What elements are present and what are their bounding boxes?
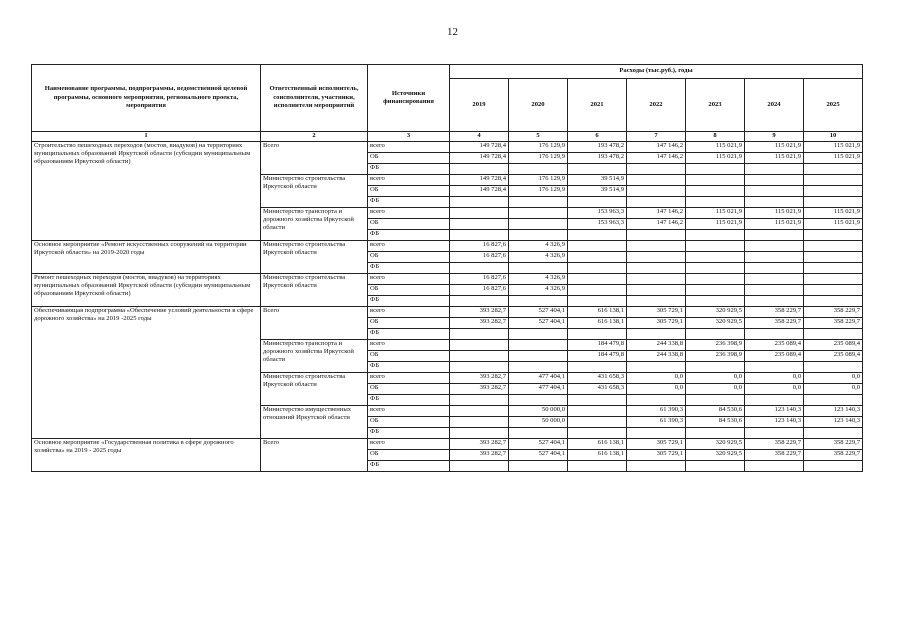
expense-value bbox=[686, 186, 745, 197]
expense-value: 193 478,2 bbox=[568, 142, 627, 153]
funding-source: ФБ bbox=[368, 428, 450, 439]
expense-value bbox=[568, 406, 627, 417]
header-column-number: 3 bbox=[368, 132, 450, 142]
expense-value bbox=[450, 417, 509, 428]
expense-value: 527 404,1 bbox=[509, 439, 568, 450]
funding-source: всего bbox=[368, 241, 450, 252]
header-column-number: 4 bbox=[450, 132, 509, 142]
expense-value: 4 326,9 bbox=[509, 285, 568, 296]
expense-value bbox=[804, 230, 863, 241]
expense-value: 176 129,9 bbox=[509, 186, 568, 197]
expense-value: 616 138,1 bbox=[568, 450, 627, 461]
expense-value bbox=[627, 362, 686, 373]
expense-value bbox=[627, 329, 686, 340]
funding-source: всего bbox=[368, 274, 450, 285]
expense-value: 149 728,4 bbox=[450, 175, 509, 186]
expense-value: 393 282,7 bbox=[450, 384, 509, 395]
measure-name: Строительство пешеходных переходов (мостов, виадуков) на территориях муниципальных образований Иркутской области (субсидии муниципальным образованиям Иркутской области) bbox=[32, 142, 261, 241]
expense-value bbox=[686, 296, 745, 307]
expense-value: 147 146,2 bbox=[627, 142, 686, 153]
funding-source: ФБ bbox=[368, 362, 450, 373]
expense-value bbox=[450, 351, 509, 362]
expense-value bbox=[450, 428, 509, 439]
measure-name: Обеспечивающая подпрограмма «Обеспечение условий деятельности в сфере дорожного хозяйства» на 2019 -2025 годы bbox=[32, 307, 261, 439]
funding-source: всего bbox=[368, 373, 450, 384]
expense-value bbox=[568, 197, 627, 208]
expense-value: 115 021,9 bbox=[804, 142, 863, 153]
expense-value: 115 021,9 bbox=[804, 208, 863, 219]
expense-value: 244 338,8 bbox=[627, 351, 686, 362]
funding-source: ОБ bbox=[368, 318, 450, 329]
header-column-number: 1 bbox=[32, 132, 261, 142]
header-year: 2019 bbox=[450, 79, 509, 132]
expense-value bbox=[686, 395, 745, 406]
measure-name: Основное мероприятие «Государственная политика в сфере дорожного хозяйства» на 2019 - 2025 годы bbox=[32, 439, 261, 472]
expense-value: 320 929,5 bbox=[686, 450, 745, 461]
responsible-executor: Министерство строительства Иркутской области bbox=[261, 241, 368, 274]
expense-value: 244 338,8 bbox=[627, 340, 686, 351]
expense-value: 616 138,1 bbox=[568, 307, 627, 318]
funding-source: ФБ bbox=[368, 461, 450, 472]
expense-value: 39 514,9 bbox=[568, 175, 627, 186]
expense-value bbox=[686, 175, 745, 186]
expense-value: 115 021,9 bbox=[686, 208, 745, 219]
expense-value bbox=[509, 230, 568, 241]
expense-value: 147 146,2 bbox=[627, 219, 686, 230]
expense-value bbox=[804, 428, 863, 439]
funding-source: всего bbox=[368, 142, 450, 153]
expense-value: 176 129,9 bbox=[509, 142, 568, 153]
expense-value: 320 929,5 bbox=[686, 439, 745, 450]
expense-value bbox=[745, 285, 804, 296]
expense-value bbox=[745, 186, 804, 197]
expense-value: 123 140,3 bbox=[745, 406, 804, 417]
expense-value: 358 229,7 bbox=[745, 439, 804, 450]
expense-value bbox=[450, 263, 509, 274]
header-year: 2023 bbox=[686, 79, 745, 132]
expense-value: 123 140,3 bbox=[804, 417, 863, 428]
expense-value bbox=[509, 428, 568, 439]
expense-value: 147 146,2 bbox=[627, 208, 686, 219]
expense-value bbox=[804, 395, 863, 406]
expense-value bbox=[745, 252, 804, 263]
expense-value bbox=[804, 274, 863, 285]
expense-value: 393 282,7 bbox=[450, 373, 509, 384]
expense-value: 236 398,9 bbox=[686, 340, 745, 351]
expense-value: 123 140,3 bbox=[804, 406, 863, 417]
expense-value: 184 479,8 bbox=[568, 351, 627, 362]
expense-value bbox=[686, 241, 745, 252]
expense-value bbox=[509, 219, 568, 230]
expense-value: 0,0 bbox=[804, 373, 863, 384]
funding-source: ФБ bbox=[368, 197, 450, 208]
expense-value bbox=[509, 340, 568, 351]
expense-value: 235 089,4 bbox=[804, 351, 863, 362]
funding-source: ФБ bbox=[368, 329, 450, 340]
expense-value bbox=[627, 197, 686, 208]
expense-value bbox=[450, 197, 509, 208]
funding-source: ФБ bbox=[368, 164, 450, 175]
expense-value bbox=[686, 263, 745, 274]
responsible-executor: Министерство строительства Иркутской области bbox=[261, 373, 368, 406]
expense-value bbox=[568, 274, 627, 285]
funding-source: ОБ bbox=[368, 153, 450, 164]
expense-value bbox=[804, 241, 863, 252]
funding-source: всего bbox=[368, 439, 450, 450]
expense-value: 393 282,7 bbox=[450, 450, 509, 461]
expense-value: 123 140,3 bbox=[745, 417, 804, 428]
expense-value bbox=[686, 197, 745, 208]
expense-value: 149 728,4 bbox=[450, 186, 509, 197]
expense-value: 50 000,0 bbox=[509, 406, 568, 417]
header-column-number: 5 bbox=[509, 132, 568, 142]
expense-value: 393 282,7 bbox=[450, 318, 509, 329]
expense-value: 358 229,7 bbox=[804, 439, 863, 450]
expense-value bbox=[745, 428, 804, 439]
expense-value bbox=[568, 362, 627, 373]
expense-value: 477 404,1 bbox=[509, 384, 568, 395]
expense-value bbox=[804, 186, 863, 197]
expense-value bbox=[627, 186, 686, 197]
expense-value bbox=[509, 263, 568, 274]
expense-value: 39 514,9 bbox=[568, 186, 627, 197]
expense-value bbox=[450, 406, 509, 417]
expense-value bbox=[568, 461, 627, 472]
expense-value bbox=[509, 461, 568, 472]
expense-value bbox=[627, 175, 686, 186]
expense-value: 176 129,9 bbox=[509, 175, 568, 186]
expense-value: 0,0 bbox=[686, 373, 745, 384]
expense-value: 16 827,6 bbox=[450, 241, 509, 252]
expense-value bbox=[627, 296, 686, 307]
expense-value: 184 479,8 bbox=[568, 340, 627, 351]
expense-value: 115 021,9 bbox=[804, 219, 863, 230]
table-row bbox=[32, 307, 863, 318]
expense-value bbox=[745, 296, 804, 307]
expense-value: 358 229,7 bbox=[804, 318, 863, 329]
expense-value: 50 000,0 bbox=[509, 417, 568, 428]
expense-value bbox=[745, 329, 804, 340]
expense-value bbox=[686, 461, 745, 472]
expense-value: 358 229,7 bbox=[745, 318, 804, 329]
expense-value: 235 089,4 bbox=[745, 340, 804, 351]
expense-value: 176 129,9 bbox=[509, 153, 568, 164]
expense-value: 4 326,9 bbox=[509, 274, 568, 285]
expense-value: 115 021,9 bbox=[804, 153, 863, 164]
expense-value bbox=[627, 241, 686, 252]
expense-value bbox=[568, 417, 627, 428]
expense-value bbox=[509, 351, 568, 362]
expense-value: 4 326,9 bbox=[509, 241, 568, 252]
expense-value bbox=[804, 164, 863, 175]
expense-value: 616 138,1 bbox=[568, 318, 627, 329]
expense-value: 358 229,7 bbox=[804, 450, 863, 461]
expense-value: 393 282,7 bbox=[450, 439, 509, 450]
measure-name: Основное мероприятие «Ремонт искусственных сооружений на территории Иркутской области» на 2019-2020 годы bbox=[32, 241, 261, 274]
expense-value: 477 404,1 bbox=[509, 373, 568, 384]
table-row bbox=[32, 241, 863, 252]
funding-source: ФБ bbox=[368, 263, 450, 274]
table-row bbox=[32, 274, 863, 285]
expense-value: 0,0 bbox=[627, 384, 686, 395]
expense-value bbox=[450, 208, 509, 219]
header-expenses: Расходы (тыс.руб.), годы bbox=[450, 65, 863, 79]
expense-value bbox=[509, 197, 568, 208]
expense-value: 235 089,4 bbox=[804, 340, 863, 351]
expense-value bbox=[804, 362, 863, 373]
header-column-number: 7 bbox=[627, 132, 686, 142]
expense-value: 393 282,7 bbox=[450, 307, 509, 318]
expense-value: 115 021,9 bbox=[745, 142, 804, 153]
expense-value: 527 404,1 bbox=[509, 318, 568, 329]
expense-value bbox=[686, 362, 745, 373]
expense-value bbox=[450, 329, 509, 340]
funding-source: всего bbox=[368, 406, 450, 417]
expense-value bbox=[745, 263, 804, 274]
expense-value bbox=[627, 274, 686, 285]
expense-value bbox=[627, 263, 686, 274]
responsible-executor: Всего bbox=[261, 307, 368, 340]
header-year: 2021 bbox=[568, 79, 627, 132]
expense-value: 305 729,1 bbox=[627, 450, 686, 461]
expense-value bbox=[568, 285, 627, 296]
expense-value: 115 021,9 bbox=[745, 208, 804, 219]
expense-value bbox=[450, 296, 509, 307]
expense-value: 115 021,9 bbox=[745, 219, 804, 230]
expense-value bbox=[509, 329, 568, 340]
expense-value: 0,0 bbox=[627, 373, 686, 384]
expense-value: 0,0 bbox=[804, 384, 863, 395]
table-row bbox=[32, 142, 863, 153]
expense-value: 431 658,3 bbox=[568, 384, 627, 395]
header-column-number: 8 bbox=[686, 132, 745, 142]
expense-value: 84 530,6 bbox=[686, 406, 745, 417]
expense-value bbox=[450, 230, 509, 241]
expense-value: 115 021,9 bbox=[686, 142, 745, 153]
expense-value bbox=[804, 329, 863, 340]
expense-value bbox=[450, 164, 509, 175]
expense-value bbox=[568, 395, 627, 406]
expense-value bbox=[568, 263, 627, 274]
expense-value bbox=[568, 428, 627, 439]
funding-source: всего bbox=[368, 307, 450, 318]
expense-value bbox=[745, 241, 804, 252]
expense-value bbox=[568, 241, 627, 252]
header-column-number: 9 bbox=[745, 132, 804, 142]
expense-value: 358 229,7 bbox=[745, 450, 804, 461]
funding-source: всего bbox=[368, 175, 450, 186]
expense-value bbox=[804, 461, 863, 472]
expense-value: 115 021,9 bbox=[686, 153, 745, 164]
expense-value bbox=[568, 164, 627, 175]
expense-value: 0,0 bbox=[745, 384, 804, 395]
page-number: 12 bbox=[447, 26, 458, 38]
expense-value: 358 229,7 bbox=[804, 307, 863, 318]
expense-value: 153 963,3 bbox=[568, 208, 627, 219]
expense-value: 0,0 bbox=[745, 373, 804, 384]
expense-value: 358 229,7 bbox=[745, 307, 804, 318]
responsible-executor: Министерство строительства Иркутской области bbox=[261, 274, 368, 307]
expense-value: 527 404,1 bbox=[509, 450, 568, 461]
expense-value bbox=[686, 329, 745, 340]
expense-value bbox=[745, 461, 804, 472]
expense-value bbox=[627, 252, 686, 263]
expense-value: 193 478,2 bbox=[568, 153, 627, 164]
expense-value: 235 089,4 bbox=[745, 351, 804, 362]
expense-value bbox=[686, 230, 745, 241]
funding-source: ОБ bbox=[368, 186, 450, 197]
responsible-executor: Всего bbox=[261, 142, 368, 175]
expense-value bbox=[509, 296, 568, 307]
expense-value: 16 827,6 bbox=[450, 285, 509, 296]
expense-value bbox=[804, 296, 863, 307]
funding-source: ОБ bbox=[368, 384, 450, 395]
expense-value: 16 827,6 bbox=[450, 274, 509, 285]
expense-value: 16 827,6 bbox=[450, 252, 509, 263]
expense-value: 147 146,2 bbox=[627, 153, 686, 164]
expense-value: 153 963,3 bbox=[568, 219, 627, 230]
expense-value: 305 729,1 bbox=[627, 318, 686, 329]
expense-value bbox=[686, 274, 745, 285]
funding-source: ОБ bbox=[368, 252, 450, 263]
expense-value bbox=[745, 274, 804, 285]
funding-source: ОБ bbox=[368, 351, 450, 362]
expense-value bbox=[450, 340, 509, 351]
header-source: Источники финансирования bbox=[368, 65, 450, 132]
expense-value bbox=[627, 461, 686, 472]
expense-value bbox=[509, 395, 568, 406]
expense-value bbox=[568, 230, 627, 241]
expense-value bbox=[804, 285, 863, 296]
expense-value: 149 728,4 bbox=[450, 142, 509, 153]
expense-value bbox=[804, 175, 863, 186]
expense-value: 115 021,9 bbox=[745, 153, 804, 164]
expense-value: 320 929,5 bbox=[686, 307, 745, 318]
expense-value: 61 390,3 bbox=[627, 417, 686, 428]
funding-source: ФБ bbox=[368, 296, 450, 307]
expense-value: 305 729,1 bbox=[627, 307, 686, 318]
expense-value bbox=[804, 263, 863, 274]
funding-source: ОБ bbox=[368, 285, 450, 296]
header-column-number: 6 bbox=[568, 132, 627, 142]
funding-source: ОБ bbox=[368, 417, 450, 428]
funding-source: ОБ bbox=[368, 450, 450, 461]
expense-value bbox=[509, 164, 568, 175]
expense-value bbox=[450, 362, 509, 373]
expense-value bbox=[568, 252, 627, 263]
expense-value: 236 398,9 bbox=[686, 351, 745, 362]
expense-value: 527 404,1 bbox=[509, 307, 568, 318]
funding-source: ФБ bbox=[368, 395, 450, 406]
expense-value bbox=[568, 329, 627, 340]
header-column-number: 10 bbox=[804, 132, 863, 142]
funding-source: ФБ bbox=[368, 230, 450, 241]
responsible-executor: Всего bbox=[261, 439, 368, 472]
expense-value: 84 530,6 bbox=[686, 417, 745, 428]
responsible-executor: Министерство транспорта и дорожного хозяйства Иркутской области bbox=[261, 340, 368, 373]
expense-value bbox=[686, 428, 745, 439]
expense-value bbox=[450, 395, 509, 406]
expenditure-table bbox=[31, 64, 863, 472]
expense-value bbox=[450, 461, 509, 472]
header-year: 2025 bbox=[804, 79, 863, 132]
table-row bbox=[32, 439, 863, 450]
expense-value bbox=[745, 197, 804, 208]
expense-value bbox=[745, 230, 804, 241]
funding-source: всего bbox=[368, 340, 450, 351]
expense-value: 431 658,3 bbox=[568, 373, 627, 384]
expense-value: 320 929,5 bbox=[686, 318, 745, 329]
expense-value bbox=[745, 175, 804, 186]
expense-value bbox=[627, 285, 686, 296]
header-responsible: Ответственный исполнитель, соисполнители, участники, исполнители мероприятий bbox=[261, 65, 368, 132]
header-year: 2020 bbox=[509, 79, 568, 132]
expense-value: 4 326,9 bbox=[509, 252, 568, 263]
measure-name: Ремонт пешеходных переходов (мостов, виадуков) на территориях муниципальных образований Иркутской области (субсидии муниципальным образованиям Иркутской области) bbox=[32, 274, 261, 307]
expense-value bbox=[686, 252, 745, 263]
expense-value: 61 390,3 bbox=[627, 406, 686, 417]
header-name: Наименование программы, подпрограммы, ведомственной целевой программы, основного мероприятия, регионального проекта, мероприятия bbox=[32, 65, 261, 132]
expense-value bbox=[745, 395, 804, 406]
expense-value bbox=[627, 395, 686, 406]
expense-value bbox=[509, 208, 568, 219]
responsible-executor: Министерство имущественных отношений Иркутской области bbox=[261, 406, 368, 439]
funding-source: ОБ bbox=[368, 219, 450, 230]
expense-value bbox=[686, 164, 745, 175]
responsible-executor: Министерство транспорта и дорожного хозяйства Иркутской области bbox=[261, 208, 368, 241]
header-column-number: 2 bbox=[261, 132, 368, 142]
expense-value bbox=[627, 230, 686, 241]
expense-value: 305 729,1 bbox=[627, 439, 686, 450]
expense-value bbox=[745, 362, 804, 373]
expense-value bbox=[627, 164, 686, 175]
expense-value: 115 021,9 bbox=[686, 219, 745, 230]
expense-value bbox=[804, 252, 863, 263]
expense-value bbox=[804, 197, 863, 208]
expense-value bbox=[509, 362, 568, 373]
expense-value bbox=[745, 164, 804, 175]
expense-value: 149 728,4 bbox=[450, 153, 509, 164]
expense-value: 616 138,1 bbox=[568, 439, 627, 450]
expense-value bbox=[568, 296, 627, 307]
header-year: 2024 bbox=[745, 79, 804, 132]
funding-source: всего bbox=[368, 208, 450, 219]
header-year: 2022 bbox=[627, 79, 686, 132]
expense-value bbox=[686, 285, 745, 296]
expense-value: 0,0 bbox=[686, 384, 745, 395]
expense-value bbox=[627, 428, 686, 439]
expense-value bbox=[450, 219, 509, 230]
responsible-executor: Министерство строительства Иркутской области bbox=[261, 175, 368, 208]
